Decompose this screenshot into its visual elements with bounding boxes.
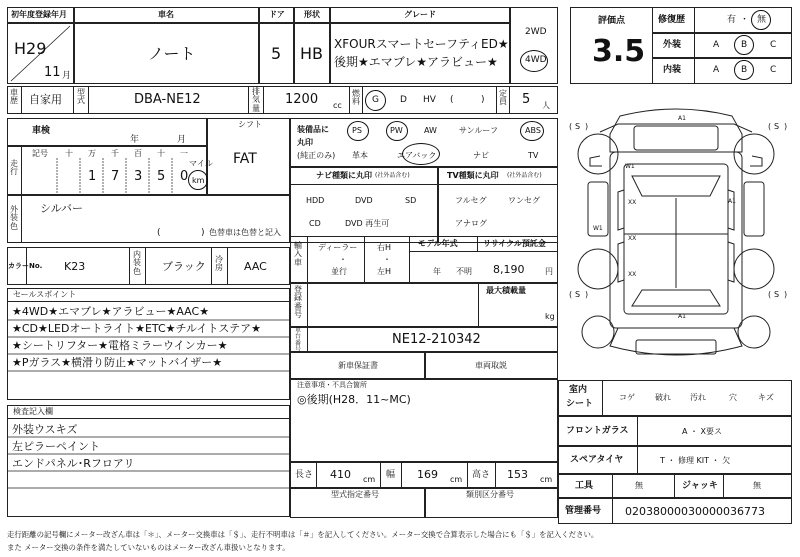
width-value: 169 <box>417 468 438 481</box>
inspection-year: 年 <box>130 135 140 145</box>
navi-cd: CD <box>309 219 321 228</box>
tv-analog: アナログ <box>455 219 487 228</box>
repair-yes: 有 <box>727 15 737 25</box>
max-load-label: 最大積載量 <box>486 286 526 295</box>
management-value: 02038000030000036773 <box>625 505 765 518</box>
equip-pw: PW <box>390 126 403 135</box>
color-paren-close: ) <box>201 228 205 238</box>
model-year-year: 年 <box>433 267 441 276</box>
usage-value: 自家用 <box>29 93 62 106</box>
equipment-label-1: 装備品に <box>297 125 329 134</box>
equip-aw: AW <box>424 126 437 135</box>
equip-ps: PS <box>352 126 362 135</box>
class-label: 類別区分番号 <box>466 490 514 499</box>
color-code-label: カラーNo. <box>8 262 43 270</box>
chassis-value: NE12-210342 <box>392 332 481 347</box>
mileage-head-ju: 十 <box>157 149 165 158</box>
management-label: 管理番号 <box>565 506 602 516</box>
exterior-c: C <box>770 40 777 50</box>
grade-cell <box>330 23 510 84</box>
diagram-s1: S <box>575 122 581 131</box>
inspector-rules <box>7 405 290 517</box>
tv-fullseg: フルセグ <box>455 196 487 205</box>
recycle-label: リサイクル預託金 <box>483 239 546 248</box>
inspector-line-2: 左ピラーペイント <box>12 440 100 453</box>
type-cert-label: 型式指定番号 <box>331 490 379 499</box>
diagram-s3-close: ) <box>585 290 589 299</box>
diagram-xx2: XX <box>628 235 637 242</box>
diagram-xx1: XX <box>628 199 637 206</box>
equip-navi: ナビ <box>473 151 489 160</box>
color-note: 色替車は色替と記入 <box>209 228 281 237</box>
mileage-head-man: 万 <box>88 149 96 158</box>
ac-label: 冷房 <box>215 255 223 273</box>
spare-tire-label: スペアタイヤ <box>570 455 624 465</box>
sales-points-label: セールスポイント <box>13 290 77 299</box>
score-value: 3.5 <box>592 34 646 69</box>
interior-color-label: 内装色 <box>133 250 141 276</box>
diagram-s2: S <box>774 122 780 131</box>
diagram-w1-left: W1 <box>625 163 635 170</box>
ac-value: AAC <box>244 260 267 273</box>
diagram-s3-open: ( <box>569 290 573 299</box>
usage-label: 車歴 <box>10 88 18 106</box>
navi-dvd-play: DVD 再生可 <box>345 219 390 228</box>
max-load-kg: kg <box>545 312 555 321</box>
mileage-digit-3: 3 <box>134 169 143 184</box>
import-left-h: 左H <box>377 267 392 276</box>
fuel-g: G <box>372 95 379 105</box>
usage-row <box>7 86 558 114</box>
equip-sunroof: サンルーフ <box>459 126 498 135</box>
mileage-head-symbol: 記号 <box>32 149 48 158</box>
mileage-head-ten-man: 十 <box>65 149 73 158</box>
fuel-hv: HV <box>423 95 436 105</box>
equip-tv: TV <box>528 151 539 160</box>
exterior-label: 外装 <box>663 40 682 50</box>
displacement-value: 1200 <box>285 92 319 107</box>
mileage-digit-4: 5 <box>157 169 166 184</box>
model-year-label: モデル年式 <box>418 239 458 248</box>
footer-line-1: 走行距離の記号欄にメーター改ざん車は「＊」、メーター交換車は「＄」、走行不明車は「＃」を記入してください。メーター交換で合算表示した場合にも「＄」を記入ください。 <box>7 530 599 539</box>
length-value: 410 <box>330 468 351 481</box>
car-damage-diagram <box>560 94 792 376</box>
color-value: シルバー <box>40 202 83 215</box>
navi-sd: SD <box>405 196 417 205</box>
car-name: ノート <box>148 44 196 63</box>
manual-label: 車両取説 <box>475 361 507 370</box>
height-label: 高さ <box>472 470 491 480</box>
navi-type-note: (社外品含む) <box>375 172 410 179</box>
repair-sep: ・ <box>740 15 750 25</box>
notes-cell <box>290 379 558 462</box>
inspection-label: 車検 <box>32 126 51 136</box>
mileage-head-ichi: 一 <box>180 149 188 158</box>
import-right-h: 右H <box>377 243 392 252</box>
diagram-a1-right: A1 <box>728 198 736 205</box>
displacement-label: 排気量 <box>252 87 260 113</box>
notes-label: 注意事項・不具合箇所 <box>297 381 367 389</box>
fuel-paren-close: ) <box>481 95 485 105</box>
sales-point-line-1: ★4WD★エマブレ★アラビュー★AAC★ <box>12 305 210 318</box>
interior-b: B <box>741 65 748 75</box>
navi-hdd: HDD <box>306 196 325 205</box>
grade-line1: XFOURスマートセーフティED★ <box>334 37 509 51</box>
score-label: 評価点 <box>598 16 626 26</box>
mileage-km: km <box>192 176 205 185</box>
repair-no: 無 <box>757 15 767 25</box>
jack-label: ジャッキ <box>682 481 718 491</box>
sales-point-line-3: ★シートリフター★電格ミラーウインカー★ <box>12 339 228 352</box>
width-cm: cm <box>450 475 463 484</box>
drive-cell <box>510 7 558 84</box>
interior-c: C <box>770 65 777 75</box>
car-name-label: 車名 <box>158 10 174 19</box>
recycle-value: 8,190 <box>493 263 525 276</box>
shift-label: シフト <box>238 120 262 129</box>
door-value: 5 <box>271 44 282 63</box>
interior-label: 内装 <box>663 65 682 75</box>
inspector-line-1: 外装ウスキズ <box>12 423 78 436</box>
length-cm: cm <box>363 475 376 484</box>
import-parallel: 並行 <box>331 267 347 276</box>
sales-point-line-4: ★Pガラス★横滑り防止★マットバイザー★ <box>12 356 223 369</box>
spare-tire-value: T ・ 修理 KIT ・ 欠 <box>660 456 731 465</box>
mileage-mile-label: マイル <box>189 159 213 168</box>
tools-label: 工具 <box>575 481 594 491</box>
mileage-head-sen: 千 <box>111 149 119 158</box>
jack-value: 無 <box>753 481 761 490</box>
sales-point-line-2: ★CD★LEDオートライト★ETC★チルイトステア★ <box>12 322 261 335</box>
repair-label: 修復歴 <box>658 15 686 25</box>
chassis-label: 車台番号 <box>294 327 301 353</box>
diagram-s2-open: ( <box>768 122 772 131</box>
recycle-yen: 円 <box>545 267 553 276</box>
exterior-a: A <box>713 40 720 50</box>
height-cm: cm <box>540 475 553 484</box>
windshield-value: A ・ X要ス <box>682 427 723 436</box>
shape-value: HB <box>300 44 324 63</box>
equip-leather: 革本 <box>352 151 368 160</box>
type-value: DBA-NE12 <box>134 92 201 107</box>
fuel-paren-open: ( <box>450 95 454 105</box>
capacity-value: 5 <box>522 92 531 107</box>
equipment-label-2: 丸印 <box>297 138 313 147</box>
drive-2wd: 2WD <box>525 27 547 37</box>
grade-label: グレード <box>404 10 436 19</box>
diagram-s4-close: ) <box>784 290 788 299</box>
displacement-cc: cc <box>333 101 342 110</box>
tv-type-note: (社外品含む) <box>507 172 542 179</box>
seat-label-1: 室内 <box>569 385 588 395</box>
model-year-unknown: 不明 <box>456 267 472 276</box>
drive-4wd: 4WD <box>525 55 547 65</box>
mileage-digit-5: 0 <box>180 169 189 184</box>
interior-a: A <box>713 65 720 75</box>
seat-ana: 穴 <box>729 393 737 402</box>
equipment-label-3: (純正のみ) <box>297 151 336 160</box>
seat-yogore: 汚れ <box>690 393 706 402</box>
first-reg-month: 11 <box>44 65 61 80</box>
diagram-w1-right: W1 <box>593 225 603 232</box>
usage-label-sep <box>21 86 22 114</box>
mileage-digit-2: 7 <box>111 169 120 184</box>
import-dealer: ディーラー <box>318 243 358 252</box>
color-code-value: K23 <box>64 260 86 273</box>
diagram-s4-open: ( <box>768 290 772 299</box>
length-sep <box>316 462 317 488</box>
inspection-month: 月 <box>177 135 187 145</box>
tv-oneseg: ワンセグ <box>508 196 540 205</box>
mileage-digit-1: 1 <box>88 169 97 184</box>
notes-value: ◎後期(H28．11~MC) <box>297 393 411 406</box>
shift-value: FAT <box>233 151 257 167</box>
fuel-d: D <box>400 95 407 105</box>
sales-points-rules <box>7 288 290 400</box>
color-label: 外装色 <box>10 205 18 231</box>
import-dot: ・ <box>339 255 347 264</box>
diagram-a1-top: A1 <box>678 115 686 122</box>
navi-dvd: DVD <box>355 196 373 205</box>
warranty-label: 新車保証書 <box>338 361 378 370</box>
seat-koge: コゲ <box>619 393 635 402</box>
tools-value: 無 <box>635 481 643 490</box>
diagram-s3: S <box>575 290 581 299</box>
registration-label: 登録番号 <box>294 285 302 320</box>
grade-line2: 後期★エマブレ★アラビュー★ <box>334 55 498 69</box>
capacity-unit: 人 <box>542 101 550 110</box>
mileage-digit-dividers <box>7 146 207 195</box>
shape-label: 形状 <box>304 10 320 19</box>
footer-line-2: また メーター交換の条件を満たしていないものはメーター改ざん車扱いとなります。 <box>7 543 290 552</box>
seat-yabure: 破れ <box>655 393 671 402</box>
first-reg-year: H29 <box>14 39 47 58</box>
diagram-xx3: XX <box>628 271 637 278</box>
seat-kizu: キズ <box>758 393 774 402</box>
tv-type-label: TV種類に丸印 <box>447 171 499 180</box>
diagram-a1-bottom: A1 <box>678 313 686 320</box>
seat-label-2: シート <box>566 399 594 409</box>
color-paren-open: ( <box>157 228 161 238</box>
door-label: ドア <box>269 10 285 19</box>
equip-airbag: エアバック <box>397 151 437 160</box>
inspector-label: 検査記入欄 <box>13 407 53 416</box>
diagram-s4: S <box>774 290 780 299</box>
length-label: 長さ <box>295 470 314 480</box>
first-reg-month-suffix: 月 <box>62 71 72 81</box>
diagram-s1-open: ( <box>569 122 573 131</box>
equip-abs: ABS <box>525 126 541 135</box>
inspector-line-3: エンドパネル･Rフロアリ <box>12 457 135 470</box>
type-label: 型式 <box>77 88 85 106</box>
exterior-b: B <box>741 40 748 50</box>
capacity-label: 定員 <box>499 89 507 107</box>
import-dot-2: ・ <box>383 255 391 264</box>
fuel-label: 燃料 <box>352 89 360 107</box>
height-value: 153 <box>507 468 528 481</box>
first-reg-label: 初年度登録年月 <box>11 10 67 19</box>
mileage-label: 走行 <box>10 159 18 177</box>
windshield-label: フロントガラス <box>566 426 629 436</box>
width-label: 幅 <box>386 470 396 480</box>
import-label: 輸入車 <box>294 241 302 267</box>
diagram-s1-close: ) <box>585 122 589 131</box>
diagram-s2-close: ) <box>784 122 788 131</box>
interior-color-value: ブラック <box>162 260 206 273</box>
mileage-head-hyaku: 百 <box>134 149 142 158</box>
navi-type-label: ナビ種類に丸印 <box>316 171 372 180</box>
